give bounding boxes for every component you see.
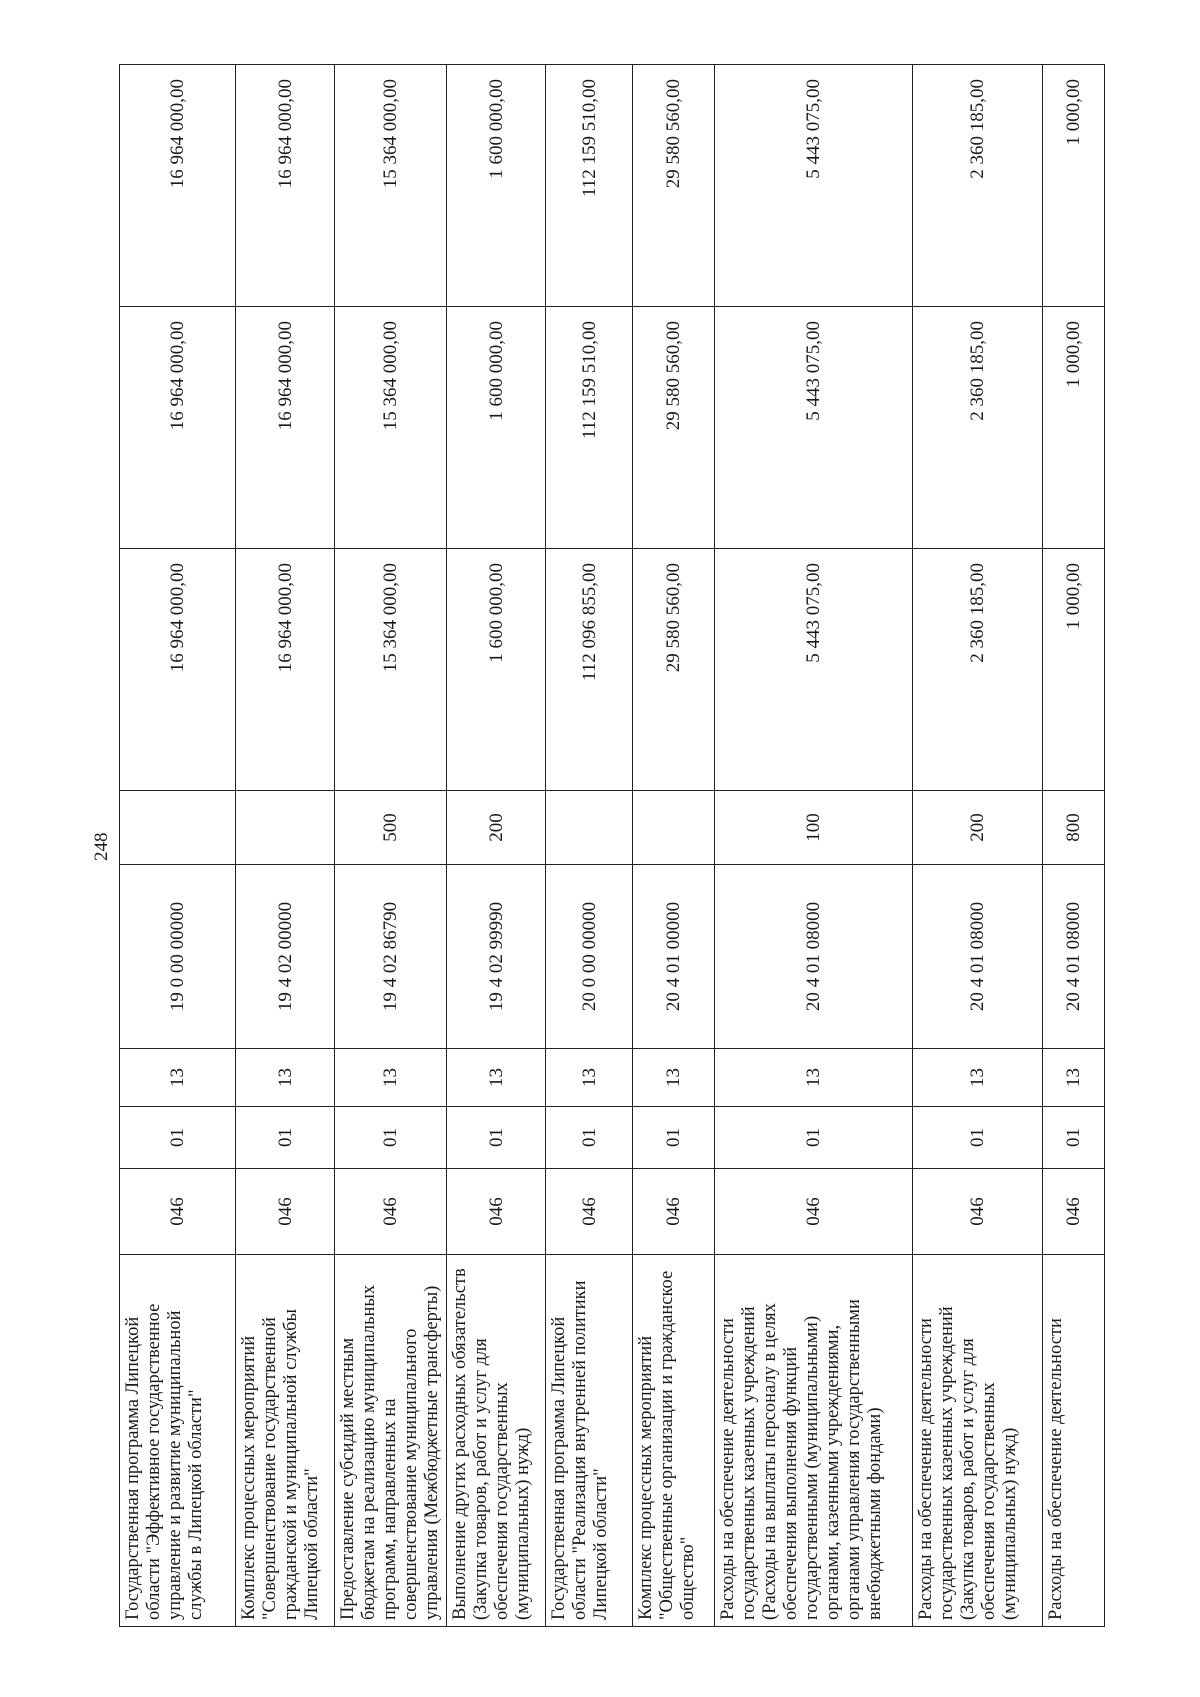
sum-year-3: 1 000,00	[1043, 65, 1105, 307]
subsection-code: 13	[913, 1049, 1043, 1107]
target-article: 20 4 01 00000	[633, 865, 715, 1049]
org-code: 046	[120, 1169, 236, 1255]
section-code: 01	[236, 1107, 335, 1169]
table-row	[236, 65, 335, 1627]
sum-year-1: 5 443 075,00	[715, 549, 913, 791]
section-code: 01	[715, 1107, 913, 1169]
sum-year-1: 1 000,00	[1043, 549, 1105, 791]
subsection-code: 13	[236, 1049, 335, 1107]
target-article: 19 4 02 86790	[335, 865, 447, 1049]
table-row	[715, 65, 913, 1627]
target-article: 20 0 00 00000	[546, 865, 633, 1049]
subsection-code: 13	[715, 1049, 913, 1107]
sum-year-1: 112 096 855,00	[546, 549, 633, 791]
sum-year-3: 16 964 000,00	[120, 65, 236, 307]
org-code: 046	[1043, 1169, 1105, 1255]
target-article: 20 4 01 08000	[913, 865, 1043, 1049]
expense-kind: 500	[335, 791, 447, 865]
sum-year-1: 15 364 000,00	[335, 549, 447, 791]
table-row	[913, 65, 1043, 1627]
sum-year-2: 16 964 000,00	[120, 307, 236, 549]
sum-year-1: 29 580 560,00	[633, 549, 715, 791]
row-name: Комплекс процессных мероприятий "Общественные организации и гражданское общество"	[633, 1255, 715, 1627]
expense-kind: 200	[913, 791, 1043, 865]
budget-table	[119, 64, 1105, 1627]
org-code: 046	[447, 1169, 546, 1255]
sum-year-1: 2 360 185,00	[913, 549, 1043, 791]
org-code: 046	[546, 1169, 633, 1255]
expense-kind	[633, 791, 715, 865]
row-name: Комплекс процессных мероприятий "Совершенствование государственной гражданской и муниципальной службы Липецкой области"	[236, 1255, 335, 1627]
subsection-code: 13	[120, 1049, 236, 1107]
org-code: 046	[715, 1169, 913, 1255]
subsection-code: 13	[335, 1049, 447, 1107]
expense-kind: 800	[1043, 791, 1105, 865]
table-row	[633, 65, 715, 1627]
table-row	[546, 65, 633, 1627]
row-name: Государственная программа Липецкой области "Эффективное государственное управление и развитие муниципальной службы в Липецкой области"	[120, 1255, 236, 1627]
target-article: 20 4 01 08000	[715, 865, 913, 1049]
org-code: 046	[633, 1169, 715, 1255]
table-row	[1043, 65, 1105, 1627]
sum-year-3: 29 580 560,00	[633, 65, 715, 307]
page-number: 248	[91, 832, 112, 861]
section-code: 01	[1043, 1107, 1105, 1169]
sum-year-1: 16 964 000,00	[236, 549, 335, 791]
sum-year-2: 16 964 000,00	[236, 307, 335, 549]
org-code: 046	[236, 1169, 335, 1255]
sum-year-2: 29 580 560,00	[633, 307, 715, 549]
table-row	[120, 65, 236, 1627]
row-name: Предоставление субсидий местным бюджетам на реализацию муниципальных программ, направленных на совершенствование муниципального управления (Межбюджетные трансферты)	[335, 1255, 447, 1627]
sum-year-1: 1 600 000,00	[447, 549, 546, 791]
sum-year-3: 1 600 000,00	[447, 65, 546, 307]
target-article: 19 4 02 99990	[447, 865, 546, 1049]
expense-kind: 200	[447, 791, 546, 865]
expense-kind	[546, 791, 633, 865]
row-name: Расходы на обеспечение деятельности	[1043, 1255, 1105, 1627]
sum-year-3: 2 360 185,00	[913, 65, 1043, 307]
expense-kind: 100	[715, 791, 913, 865]
row-name: Выполнение других расходных обязательств (Закупка товаров, работ и услуг для обеспечения государственных (муниципальных) нужд)	[447, 1255, 546, 1627]
sum-year-1: 16 964 000,00	[120, 549, 236, 791]
section-code: 01	[633, 1107, 715, 1169]
row-name: Государственная программа Липецкой области "Реализация внутренней политики Липецкой области"	[546, 1255, 633, 1627]
sum-year-2: 1 000,00	[1043, 307, 1105, 549]
target-article: 19 4 02 00000	[236, 865, 335, 1049]
subsection-code: 13	[633, 1049, 715, 1107]
sum-year-2: 15 364 000,00	[335, 307, 447, 549]
section-code: 01	[335, 1107, 447, 1169]
table-row	[447, 65, 546, 1627]
org-code: 046	[913, 1169, 1043, 1255]
target-article: 20 4 01 08000	[1043, 865, 1105, 1049]
sum-year-3: 16 964 000,00	[236, 65, 335, 307]
sum-year-2: 2 360 185,00	[913, 307, 1043, 549]
section-code: 01	[913, 1107, 1043, 1169]
table-row	[335, 65, 447, 1627]
subsection-code: 13	[1043, 1049, 1105, 1107]
section-code: 01	[120, 1107, 236, 1169]
section-code: 01	[546, 1107, 633, 1169]
sum-year-2: 5 443 075,00	[715, 307, 913, 549]
rotated-table-container	[119, 65, 1104, 1627]
sum-year-3: 112 159 510,00	[546, 65, 633, 307]
row-name: Расходы на обеспечение деятельности государственных казенных учреждений (Расходы на выплаты персоналу в целях обеспечения выполнения функций государственными (муниципальными) органами, казенными учреждениями, органами управления государственными внебюджетными фондами)	[715, 1255, 913, 1627]
target-article: 19 0 00 00000	[120, 865, 236, 1049]
subsection-code: 13	[546, 1049, 633, 1107]
sum-year-3: 5 443 075,00	[715, 65, 913, 307]
sum-year-2: 112 159 510,00	[546, 307, 633, 549]
sum-year-2: 1 600 000,00	[447, 307, 546, 549]
subsection-code: 13	[447, 1049, 546, 1107]
org-code: 046	[335, 1169, 447, 1255]
section-code: 01	[447, 1107, 546, 1169]
row-name: Расходы на обеспечение деятельности государственных казенных учреждений (Закупка товаров, работ и услуг для обеспечения государственных (муниципальных) нужд)	[913, 1255, 1043, 1627]
expense-kind	[236, 791, 335, 865]
table-body	[120, 65, 1105, 1627]
sum-year-3: 15 364 000,00	[335, 65, 447, 307]
expense-kind	[120, 791, 236, 865]
